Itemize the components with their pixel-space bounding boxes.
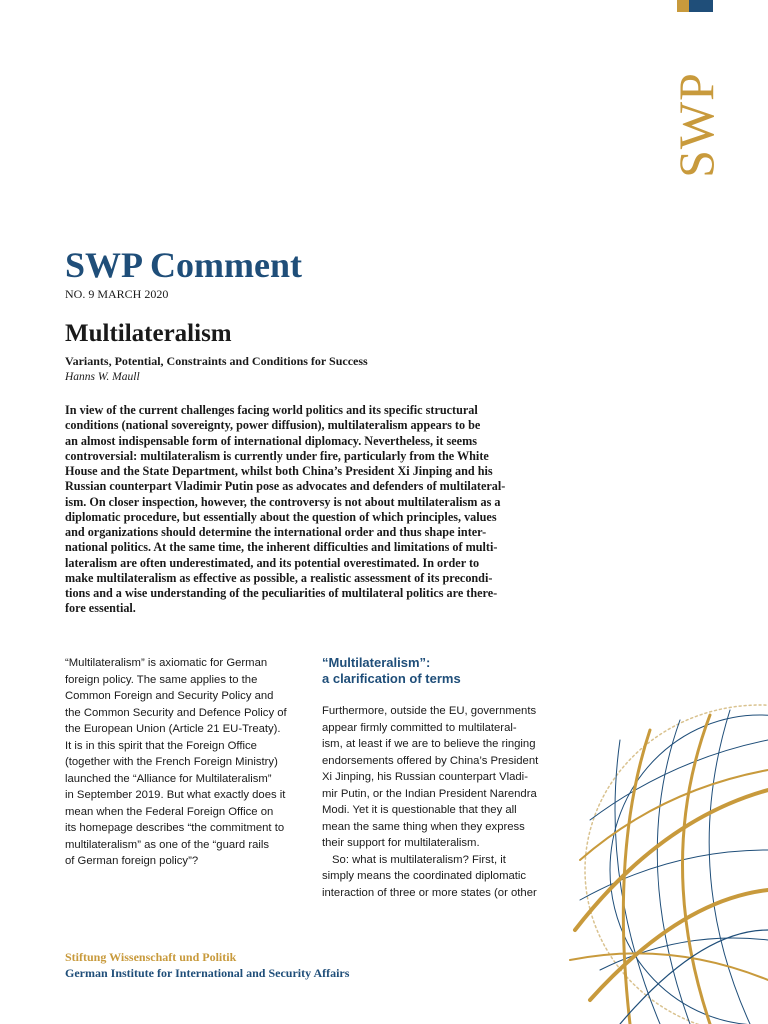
text-line: mir Putin, or the Indian President Narendra [322,787,537,800]
article-title: Multilateralism [65,320,232,347]
text-line: controversial: multilateralism is currently under fire, particularly from the White [65,448,489,463]
corner-accent-blue [689,0,713,12]
body-column-left [65,655,310,870]
text-line: the European Union (Article 21 EU-Treaty). [65,723,281,735]
text-line: mean when the Federal Foreign Office on [65,805,274,818]
text-line: endorsements offered by China’s President [322,754,539,767]
text-line: foreign policy. The same applies to the [65,673,258,686]
text-line: In view of the current challenges facing world politics and its specific structural [65,403,478,417]
text-line: in September 2019. But what exactly does it [65,789,286,801]
masthead: SWP Comment [65,245,302,285]
text-line: multilateralism” as one of the “guard rails [65,838,270,851]
text-line: ism, at least if we are to believe the ringing [322,738,536,750]
text-line: the Common Security and Defence Policy of [65,706,287,719]
footer-institute-german: Stiftung Wissenschaft und Politik [65,950,237,964]
text-line: fore essential. [65,601,136,616]
text-line: of German foreign policy”? [65,855,199,867]
text-line: a clarification of terms [322,671,461,686]
text-line: their support for multilateralism. [322,837,480,849]
text-line: simply means the coordinated diplomatic [322,870,527,882]
text-line: Modi. Yet it is questionable that they all [322,804,517,816]
text-line: ism. On closer inspection, however, the controversy is not about multilateralism as a [65,494,501,509]
text-line: So: what is multilateralism? First, it [332,853,506,866]
text-line: mean the same thing when they express [322,820,525,833]
text-line: and organizations should determine the international order and thus shape inter- [65,525,487,539]
text-line: tions and a wise understanding of the peculiarities of multilateral politics are there- [65,586,498,600]
text-line: House and the State Department, whilst both China’s President Xi Jinping and his [65,464,493,478]
text-line: Furthermore, outside the EU, governments [322,705,537,717]
text-line: appear firmly committed to multilateral- [322,721,517,734]
text-line: an almost indispensable form of international diplomacy. Nevertheless, it seems [65,433,477,448]
text-line: “Multilateralism” is axiomatic for German [65,657,268,669]
text-line: It is in this spirit that the Foreign Office [65,739,257,752]
article-subtitle: Variants, Potential, Constraints and Conditions for Success [65,354,368,368]
abstract [65,403,565,617]
text-line: (together with the French Foreign Ministry) [65,756,278,768]
issue-info: NO. 9 MARCH 2020 [65,287,169,301]
article-author: Hanns W. Maull [65,371,140,383]
text-line: Xi Jinping, his Russian counterpart Vladi- [322,771,528,783]
text-line: conditions (national sovereignty, power diffusion), multilateralism appears to be [65,418,481,433]
text-line: make multilateralism as effective as possible, a realistic assessment of its precondi- [65,570,493,585]
text-line: interaction of three or more states (or other [322,886,537,899]
swp-logo [666,70,726,180]
body-column-right [322,703,567,901]
text-line: Common Foreign and Security Policy and [65,690,274,702]
text-line: launched the “Alliance for Multilateralism” [65,772,272,785]
swp-logo-text: SWP [668,72,724,178]
text-line: national politics. At the same time, the inherent difficulties and limitations of multi- [65,540,498,555]
globe-graphic [560,700,768,1024]
text-line: diplomatic procedure, but essentially about the question of which principles, values [65,509,497,524]
text-line: Russian counterpart Vladimir Putin pose as advocates and defenders of multilateral- [65,479,506,494]
footer-institute-english: German Institute for International and Security Affairs [65,966,350,980]
text-line: “Multilateralism”: [322,655,431,670]
corner-accent-gold [677,0,689,12]
text-line: its homepage describes “the commitment to [65,822,285,834]
section-heading [322,655,461,687]
text-line: lateralism are often underestimated, and its potential overestimated. In order to [65,555,480,570]
